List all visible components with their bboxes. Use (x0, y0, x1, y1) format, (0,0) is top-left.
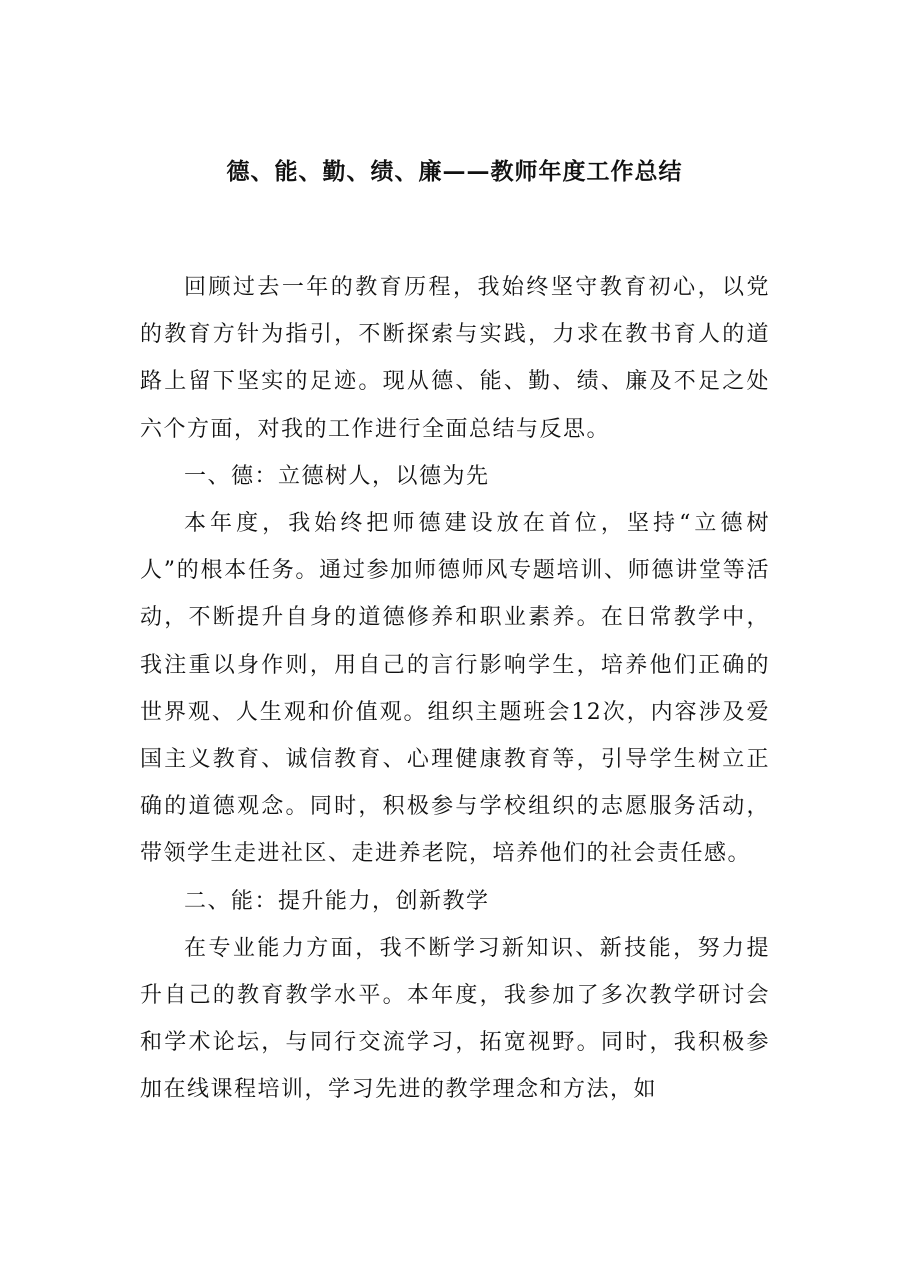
document-title: 德、能、勤、绩、廉——教师年度工作总结 (226, 158, 683, 185)
paragraph-neng: 在专业能力方面，我不断学习新知识、新技能，努力提升自己的教育教学水平。本年度，我参加了多次教学研讨会和学术论坛，与同行交流学习，拓宽视野。同时，我积极参加在线课程培训，学习先进的教学理念和方法，如 (140, 935, 770, 1103)
paragraph-intro: 回顾过去一年的教育历程，我始终坚守教育初心，以党的教育方针为指引，不断探索与实践，力求在教书育人的道路上留下坚实的足迹。现从德、能、勤、绩、廉及不足之处六个方面，对我的工作进行全面总结与反思。 (140, 275, 770, 442)
section-heading-neng: 二、能：提升能力，创新教学 (184, 888, 490, 914)
document-body (140, 264, 770, 1114)
paragraph-de: 本年度，我始终把师德建设放在首位，坚持“立德树人”的根本任务。通过参加师德师风专题培训、师德讲堂等活动，不断提升自身的道德修养和职业素养。在日常教学中，我注重以身作则，用自己的言行影响学生，培养他们正确的世界观、人生观和价值观。组织主题班会12次，内容涉及爱国主义教育、诚信教育、心理健康教育等，引导学生树立正确的道德观念。同时，积极参与学校组织的志愿服务活动，带领学生走进社区、走进养老院，培养他们的社会责任感。 (140, 511, 770, 867)
section-heading-de: 一、德：立德树人，以德为先 (184, 463, 490, 489)
